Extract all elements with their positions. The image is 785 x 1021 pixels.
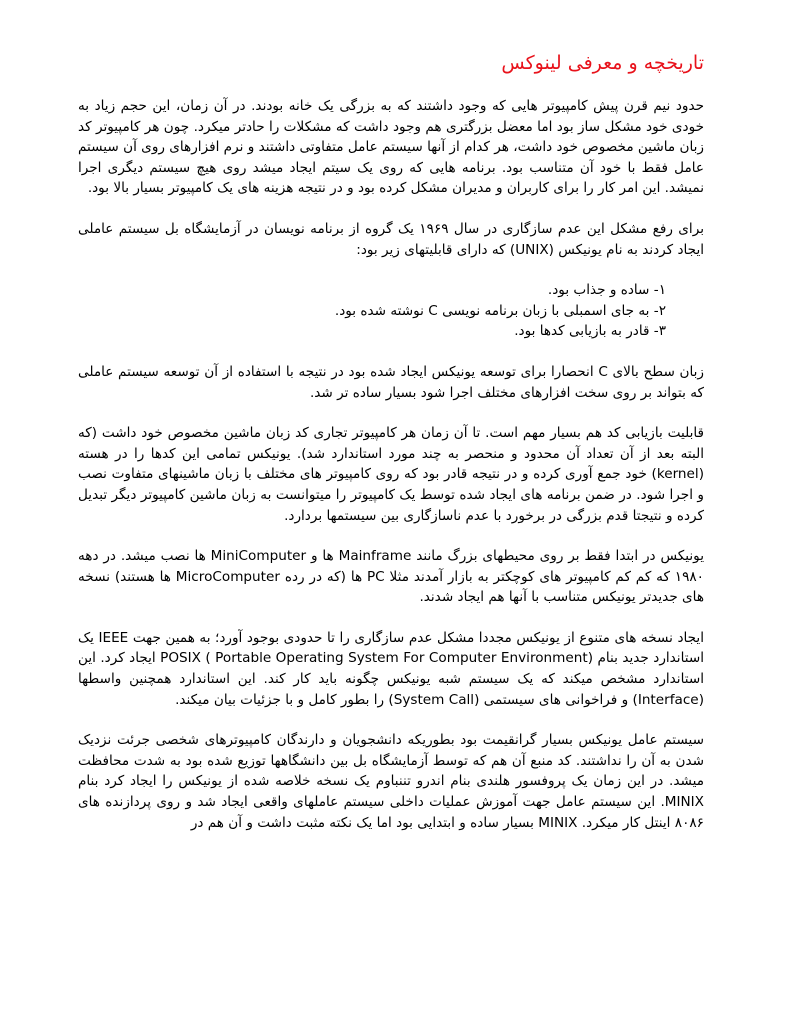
page-title: تاریخچه و معرفی لینوکس	[501, 52, 704, 74]
paragraph-minix: سیستم عامل یونیکس بسیار گرانقیمت بود بطوریکه دانشجویان و دارندگان کامپیوترهای شخصی جرئت نزدیک شدن به آن را نداشتند. کد منبع آن هم که توسط آزمایشگاه بل بین دانشگاهها توزیع شده بود به شدت محافظت میشد. در این زمان یک پروفسور هلندی بنام اندرو تننباوم یک نسخه خلاصه شده از یونیکس را ایجاد کرد بنام MINIX. این سیستم عامل جهت آموزش عملیات داخلی سیستم عاملهای واقعی ایجاد شد و روی پردازنده های ۸۰۸۶ اینتل کار میکرد. MINIX بسیار ساده و ابتدایی بود اما یک نکته مثبت داشت و آن هم در	[78, 732, 704, 831]
list-item: ۲- به جای اسمبلی با زبان برنامه نویسی C نوشته شده بود.	[334, 302, 666, 319]
paragraph-code-portability: قابلیت بازیابی کد هم بسیار مهم است. تا آن زمان هر کامپیوتر تجاری کد زبان ماشین مخصوص خود داشت (که البته بعد از آن تعداد آن محدود و منحصر به چند مورد استاندارد شد). یونیکس تمامی این کدها را در هسته (kernel) خود جمع آوری کرده و در نتیجه قادر بود که روی کامپیوتر های مختلف با زبان ماشینهای متفاوت نصب و اجرا شود. در ضمن برنامه های ایجاد شده توسط یک کامپیوتر را میتوانست به زبان ماشین کامپیوتر دیگر تبدیل کرده و نتیجتا قدم بزرگی در برخورد با عدم ناسازگاری بین سیستمها بردارد.	[78, 425, 704, 524]
paragraph-unix-origin: برای رفع مشکل این عدم سازگاری در سال ۱۹۶۹ یک گروه از برنامه نویسان در آزمایشگاه بل سیستم عاملی ایجاد کردند به نام یونیکس (UNIX) که دارای قابلیتهای زیر بود:	[78, 220, 704, 258]
paragraph-posix: ایجاد نسخه های متنوع از یونیکس مجددا مشکل عدم سازگاری را تا حدودی بوجود آورد؛ به همین جهت IEEE یک استاندارد جدید بنام POSIX ( Portable Operating System For Computer Environment) ایجاد کرد. این استاندارد مشخص میکند که یک سیستم شبه یونیکس چگونه باید کار کند. این استاندارد همچنین واسطها (Interface) و فراخوانی های سیستمی (System Call) را بطور کامل و با جزئیات بیان میکند.	[78, 629, 704, 708]
paragraph-platforms: یونیکس در ابتدا فقط بر روی محیطهای بزرگ مانند Mainframe ها و MiniComputer ها نصب میشد. در دهه ۱۹۸۰ که کم کم کامپیوتر های کوچکتر به بازار آمدند مثلا PC ها (که در رده MicroComputer ها هستند) نسخه های جدیدتر یونیکس متناسب با آنها هم ایجاد شدند.	[78, 548, 704, 606]
list-item: ۱- ساده و جذاب بود.	[547, 282, 666, 299]
document-page	[78, 50, 704, 853]
paragraph-c-language: زبان سطح بالای C انحصارا برای توسعه یونیکس ایجاد شده بود در نتیجه با استفاده از آن توسعه سیستم عاملی که بتواند بر روی سخت افزارهای مختلف اجرا شود بسیار ساده تر شد.	[78, 363, 704, 401]
list-item: ۳- قادر به بازیابی کدها بود.	[514, 323, 666, 340]
features-list	[78, 280, 704, 342]
paragraph-intro: حدود نیم قرن پیش کامپیوتر هایی که وجود داشتند که به بزرگی یک خانه بودند. در آن زمان، این حجم زیاد به خودی خود مشکل ساز بود اما معضل بزرگتری هم وجود داشت که مشکلات را حادتر میکرد. چون هر کامپیوتر کد زبان ماشین مخصوص خود داشت، هر کدام از آنها سیستم عامل متفاوتی داشتند و نرم افزارهای روی آن سیستم عامل فقط با خود آن متناسب بود. برنامه هایی که روی یک سیتم ایجاد میشد روی هیچ سیستم دیگری اجرا نمیشد. این امر کار را برای کاربران و مدیران مشکل کرده بود و در نتیجه هزینه های یک کامپیوتر بسیار بالا بود.	[78, 98, 704, 197]
